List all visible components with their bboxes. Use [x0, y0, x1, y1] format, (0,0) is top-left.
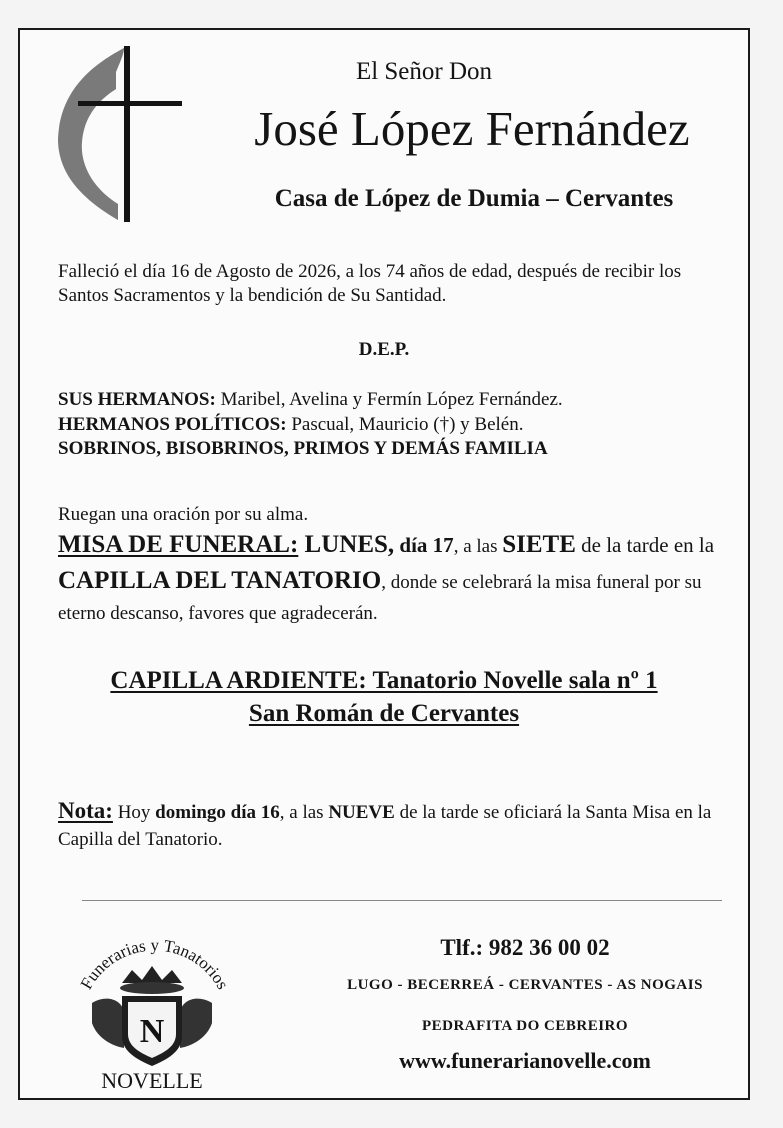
- in-laws-names: Pascual, Mauricio (†) y Belén.: [286, 413, 524, 435]
- in-laws-line: [58, 413, 718, 438]
- note-text-1: Hoy: [112, 802, 156, 823]
- note-label: Nota:: [58, 798, 113, 823]
- funeral-hour: SIETE: [502, 531, 576, 558]
- funeral-text-1: , a las: [453, 536, 503, 557]
- siblings-names: Maribel, Avelina y Fermín López Fernández.: [215, 389, 563, 410]
- funeral-place: CAPILLA DEL TANATORIO: [58, 567, 382, 595]
- phone-number: Tlf.: 982 36 00 02: [440, 935, 610, 960]
- house-name: Casa de López de Dumia – Cervantes: [274, 185, 674, 212]
- website-link[interactable]: www.funerarianovelle.com: [399, 1048, 651, 1073]
- honorific: El Señor Don: [355, 58, 493, 85]
- siblings-line: [58, 388, 718, 413]
- funeral-date: día 17: [394, 533, 454, 557]
- obituary-notice: [18, 28, 750, 1100]
- logo-arc-text: Funerarias y Tanatorios: [76, 935, 233, 993]
- note-hour: NUEVE: [328, 802, 395, 823]
- death-notice: Falleció el día 16 de Agosto de 2026, a los 74 años de edad, después de recibir los Santos Sacramentos y la bendición de Su Santidad.: [58, 261, 682, 307]
- chapel-line-1: CAPILLA ARDIENTE: Tanatorio Novelle sala nº 1: [110, 667, 658, 694]
- family-list: [58, 388, 718, 462]
- funeral-label: MISA DE FUNERAL:: [58, 531, 299, 558]
- funeral-text-2: de la tarde en la: [575, 533, 715, 557]
- note-day: domingo día 16: [155, 802, 280, 823]
- siblings-label: SUS HERMANOS:: [58, 389, 216, 410]
- extended-family: SOBRINOS, BISOBRINOS, PRIMOS Y DEMÁS FAMILIA: [58, 438, 548, 460]
- logo-name: NOVELLE: [101, 1068, 203, 1093]
- deceased-name: José López Fernández: [254, 101, 690, 156]
- note: [58, 795, 718, 854]
- crown-shield-logo: [62, 928, 242, 1093]
- divider: [82, 900, 722, 901]
- funeral-mass: [58, 527, 718, 627]
- note-text-2: , a las: [279, 802, 329, 823]
- locations: LUGO - BECERREÁ - CERVANTES - AS NOGAIS: [347, 977, 703, 993]
- funeral-day: LUNES,: [298, 531, 395, 558]
- logo-letter: N: [139, 1013, 165, 1050]
- chapel-line-2: San Román de Cervantes: [248, 700, 520, 727]
- in-laws-label: HERMANOS POLÍTICOS:: [58, 413, 287, 435]
- funeral-text-3: , donde se celebrará la misa funeral por su eterno descanso, favores que agradecerán.: [58, 572, 702, 624]
- dep-label: D.E.P.: [358, 339, 410, 360]
- chapel-of-rest: [20, 664, 748, 730]
- note-text-3: de la tarde se oficiará la Santa Misa en la Capilla del Tanatorio.: [58, 802, 712, 851]
- location-2: PEDRAFITA DO CEBREIRO: [421, 1018, 629, 1034]
- prayer-request: Ruegan una oración por su alma.: [58, 504, 309, 525]
